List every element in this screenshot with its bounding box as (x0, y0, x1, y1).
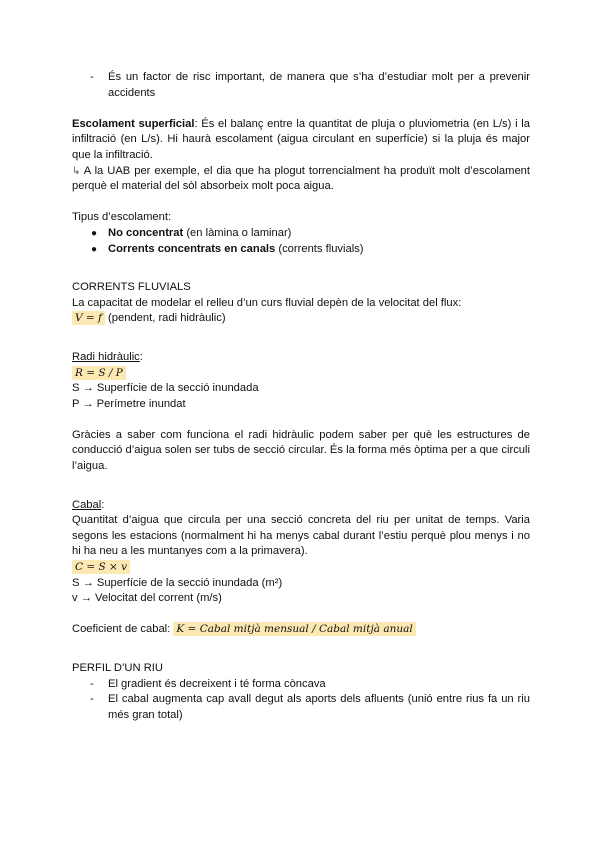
perfil-list (72, 677, 530, 724)
dash-marker: - (90, 693, 94, 706)
return-arrow-icon: ↳ (72, 165, 81, 177)
coeficient-line: Coeficient de cabal: K = Cabal mitjà mensual / Cabal mitjà anual (72, 622, 530, 638)
cabal-paragraph: Quantitat d’aigua que circula per una secció concreta del riu per unitat de temps. Varia segons les estacions (normalment hi ha menys cabal durant l’estiu perquè plou menys i no hi ha neu a les muntanyes com a la primavera). (72, 514, 530, 558)
radi-heading: Radi hidràulic: (72, 350, 143, 363)
list-item: - És un factor de risc important, de manera que s’ha d’estudiar molt per a prevenir accidents (90, 71, 530, 99)
tipus-list (72, 226, 530, 257)
cabal-formula: C = S × v (72, 560, 130, 574)
velocity-formula: V = f (72, 311, 105, 325)
bullet-icon: ● (91, 227, 98, 239)
coeficient-formula: K = Cabal mitjà mensual / Cabal mitjà anual (173, 622, 415, 636)
list-item: ● No concentrat (en làmina o laminar) (72, 226, 530, 242)
radi-formula: R = S / P (72, 366, 126, 380)
list-item: - El gradient és decreixent i té forma còncava (72, 677, 530, 693)
tipus-heading: Tipus d’escolament: (72, 211, 172, 224)
cabal-s-definition: S → Superfície de la secció inundada (m²) (72, 576, 283, 589)
radi-s-definition: S → Superfície de la secció inundada (72, 382, 259, 395)
document-page (72, 70, 530, 723)
corrents-text: La capacitat de modelar el relleu d’un curs fluvial depèn de la velocitat del flux: (72, 296, 462, 309)
velocity-formula-line: V = f (pendent, radi hidràulic) (72, 311, 530, 327)
dash-marker: - (90, 677, 94, 690)
cabal-v-definition: v → Velocitat del corrent (m/s) (72, 592, 222, 605)
cabal-heading: Cabal: (72, 498, 105, 511)
bullet-icon: ● (91, 243, 98, 255)
radi-paragraph: Gràcies a saber com funciona el radi hidràulic podem saber per què les estructures de conducció d’aigua solen ser tubs de secció circular. És la forma més òptima per a que circuli l’aigua. (72, 428, 530, 473)
escolament-term: Escolament superficial (72, 117, 195, 130)
list-item: ● Corrents concentrats en canals (corrents fluvials) (72, 242, 530, 258)
perfil-heading: PERFIL D’UN RIU (72, 662, 163, 674)
escolament-example: ↳ A la UAB per exemple, el dia que ha plogut torrencialment ha produït molt d’escolament perquè el material del sòl absorbeix molt poca aigua. (72, 164, 530, 193)
radi-p-definition: P → Perímetre inundat (72, 397, 186, 410)
intro-list (72, 70, 530, 101)
list-item: - El cabal augmenta cap avall degut als aports dels afluents (unió entre rius fa un riu més gran total) (90, 693, 530, 721)
dash-marker: - (90, 71, 94, 83)
escolament-definition: Escolament superficial: És el balanç entre la quantitat de pluja o pluviometria (en L/s) i la infiltració (en L/s). Hi haurà escolament (aigua circulant en superfície) si la pluja és major que la infiltració. (72, 117, 530, 161)
corrents-heading: CORRENTS FLUVIALS (72, 281, 191, 294)
